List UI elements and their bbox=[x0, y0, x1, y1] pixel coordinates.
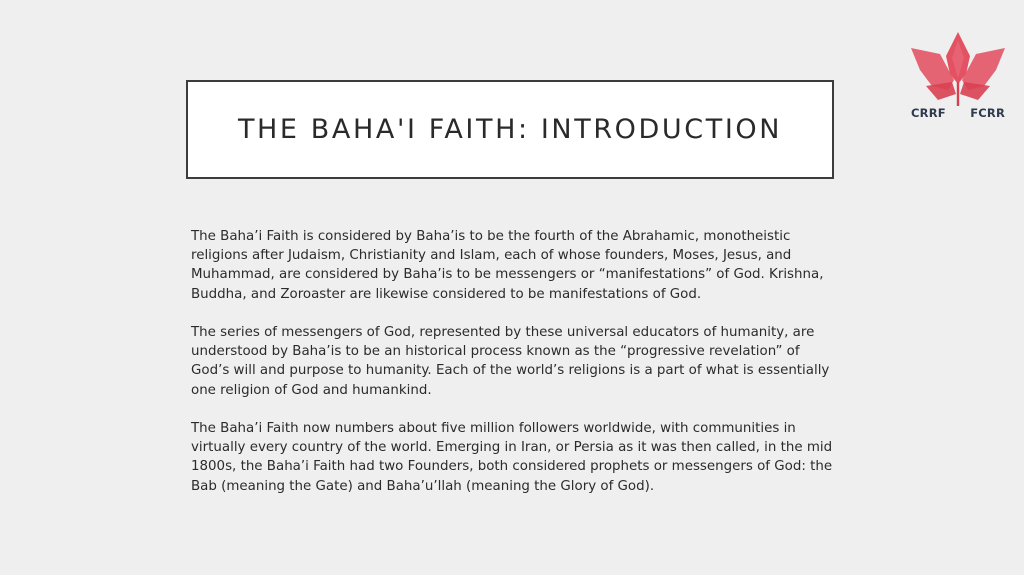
crrf-logo bbox=[908, 30, 1008, 122]
paragraph-followers: The Baha’i Faith now numbers about five million followers worldwide, with communities in virtually every country of the world. Emerging in Iran, or Persia as it was then called, in the mid 1800s, the Baha’i Faith had two Founders, both considered prophets or messengers of God: the Bab (meaning the Gate) and Baha’u’llah (meaning the Glory of God). bbox=[191, 421, 833, 494]
paragraph-abrahamic: The Baha’i Faith is considered by Baha’is to be the fourth of the Abrahamic, monotheistic religions after Judaism, Christianity and Islam, each of whose founders, Moses, Jesus, and Muhammad, are considered by Baha’is to be messengers or “manifestations” of God. Krishna, Buddha, and Zoroaster are likewise considered to be manifestations of God. bbox=[191, 229, 824, 302]
logo-text-fcrr: FCRR bbox=[970, 106, 1005, 120]
logo-caption bbox=[908, 106, 1008, 120]
title-box bbox=[186, 80, 834, 179]
slide-title: THE BAHA'I FAITH: INTRODUCTION bbox=[237, 114, 783, 145]
slide-body bbox=[191, 227, 841, 515]
maple-leaf-icon bbox=[908, 30, 1008, 108]
logo-text-crrf: CRRF bbox=[911, 106, 946, 120]
paragraph-progressive-revelation: The series of messengers of God, represented by these universal educators of humanity, are understood by Baha’is to be an historical process known as the “progressive revelation” of God’s will and purpose to humanity. Each of the world’s religions is a part of what is essentially one religion of God and humankind. bbox=[191, 325, 830, 398]
